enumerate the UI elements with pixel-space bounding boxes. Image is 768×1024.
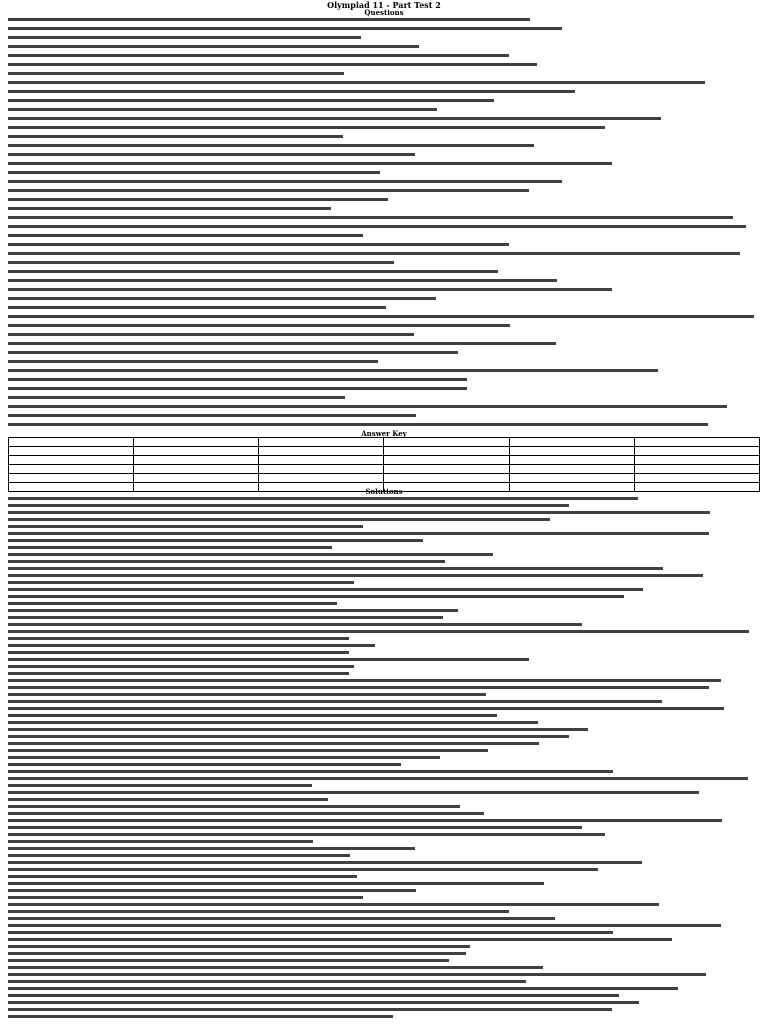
text-line — [8, 189, 529, 192]
text-line — [8, 658, 529, 661]
text-line — [8, 707, 724, 710]
text-line — [8, 644, 375, 647]
text-line — [8, 396, 345, 399]
text-line — [8, 117, 661, 120]
text-line — [8, 225, 746, 228]
text-line — [8, 805, 460, 808]
text-line — [8, 539, 423, 542]
text-line — [8, 81, 705, 84]
text-line — [8, 931, 613, 934]
text-line — [8, 207, 331, 210]
text-line — [8, 861, 642, 864]
text-line — [8, 261, 394, 264]
text-line — [8, 973, 706, 976]
answer-key-cell — [634, 474, 759, 483]
text-line — [8, 994, 619, 997]
solutions-block — [8, 497, 760, 1019]
text-line — [8, 959, 449, 962]
answer-key-cell — [384, 438, 509, 447]
text-line — [8, 980, 526, 983]
text-line — [8, 567, 663, 570]
text-line — [8, 749, 488, 752]
text-line — [8, 735, 569, 738]
text-line — [8, 288, 612, 291]
text-line — [8, 623, 582, 626]
text-line — [8, 854, 350, 857]
text-line — [8, 847, 415, 850]
answer-key-cell — [384, 447, 509, 456]
text-line — [8, 637, 349, 640]
text-line — [8, 414, 416, 417]
text-line — [8, 378, 467, 381]
text-line — [8, 966, 543, 969]
text-line — [8, 560, 445, 563]
text-line — [8, 700, 662, 703]
text-line — [8, 896, 363, 899]
answer-key-cell — [634, 447, 759, 456]
text-line — [8, 616, 443, 619]
answer-key-cell — [259, 438, 384, 447]
text-line — [8, 243, 509, 246]
text-line — [8, 360, 378, 363]
text-line — [8, 742, 539, 745]
text-line — [8, 504, 569, 507]
answer-key-heading: Answer Key — [361, 429, 407, 438]
text-line — [8, 333, 414, 336]
text-line — [8, 686, 709, 689]
answer-key-cell — [9, 447, 134, 456]
text-line — [8, 756, 440, 759]
text-line — [8, 216, 733, 219]
text-line — [8, 588, 643, 591]
text-line — [8, 1008, 612, 1011]
answer-key-cell — [634, 465, 759, 474]
text-line — [8, 595, 624, 598]
text-line — [8, 27, 562, 30]
text-line — [8, 18, 530, 21]
answer-key-table — [8, 437, 760, 492]
answer-key-cell — [134, 474, 259, 483]
text-line — [8, 369, 658, 372]
answer-key-cell — [509, 438, 634, 447]
text-line — [8, 162, 612, 165]
text-line — [8, 72, 344, 75]
text-line — [8, 518, 550, 521]
text-line — [8, 609, 458, 612]
text-line — [8, 135, 343, 138]
answer-key-cell — [509, 456, 634, 465]
text-line — [8, 602, 337, 605]
text-line — [8, 763, 401, 766]
text-line — [8, 54, 509, 57]
text-line — [8, 826, 582, 829]
text-line — [8, 270, 498, 273]
answer-key-cell — [634, 456, 759, 465]
text-line — [8, 497, 638, 500]
text-line — [8, 938, 672, 941]
text-line — [8, 525, 363, 528]
text-line — [8, 180, 562, 183]
text-line — [8, 297, 436, 300]
text-line — [8, 693, 486, 696]
answer-key-cell — [134, 438, 259, 447]
text-line — [8, 108, 437, 111]
text-line — [8, 252, 740, 255]
text-line — [8, 306, 386, 309]
text-line — [8, 387, 467, 390]
text-line — [8, 882, 544, 885]
answer-key-cell — [259, 465, 384, 474]
questions-heading: Questions — [364, 8, 404, 17]
text-line — [8, 546, 332, 549]
answer-key-cell — [134, 447, 259, 456]
text-line — [8, 198, 388, 201]
text-line — [8, 171, 380, 174]
text-line — [8, 987, 678, 990]
text-line — [8, 99, 494, 102]
text-line — [8, 532, 709, 535]
text-line — [8, 153, 415, 156]
text-line — [8, 1015, 393, 1018]
text-line — [8, 875, 357, 878]
text-line — [8, 924, 721, 927]
text-line — [8, 423, 708, 426]
text-line — [8, 812, 484, 815]
text-line — [8, 126, 605, 129]
text-line — [8, 36, 361, 39]
text-line — [8, 910, 509, 913]
answer-key-cell — [9, 456, 134, 465]
text-line — [8, 833, 605, 836]
text-line — [8, 90, 575, 93]
text-line — [8, 840, 313, 843]
answer-key-cell — [509, 474, 634, 483]
text-line — [8, 791, 699, 794]
text-line — [8, 672, 349, 675]
answer-key-cell — [384, 474, 509, 483]
text-line — [8, 574, 703, 577]
page-title: Olympiad 11 - Part Test 2 — [327, 0, 441, 10]
text-line — [8, 45, 419, 48]
text-line — [8, 665, 354, 668]
text-line — [8, 903, 659, 906]
answer-key-cell — [9, 474, 134, 483]
text-line — [8, 342, 556, 345]
text-line — [8, 721, 538, 724]
answer-key-cell — [509, 447, 634, 456]
text-line — [8, 511, 710, 514]
text-line — [8, 1001, 639, 1004]
solutions-heading: Solutions — [365, 487, 403, 496]
text-line — [8, 581, 354, 584]
text-line — [8, 952, 466, 955]
text-line — [8, 945, 470, 948]
text-line — [8, 917, 555, 920]
text-line — [8, 777, 748, 780]
text-line — [8, 784, 312, 787]
questions-block — [8, 18, 760, 426]
text-line — [8, 889, 416, 892]
text-line — [8, 728, 588, 731]
text-line — [8, 324, 510, 327]
answer-key-cell — [634, 438, 759, 447]
text-line — [8, 798, 328, 801]
text-line — [8, 630, 749, 633]
text-line — [8, 144, 534, 147]
text-line — [8, 279, 557, 282]
text-line — [8, 315, 754, 318]
answer-key-cell — [259, 474, 384, 483]
answer-key-cell — [134, 456, 259, 465]
answer-key-cell — [259, 447, 384, 456]
text-line — [8, 234, 363, 237]
answer-key-cell — [9, 438, 134, 447]
text-line — [8, 714, 497, 717]
text-line — [8, 351, 458, 354]
text-line — [8, 63, 537, 66]
text-line — [8, 819, 722, 822]
text-line — [8, 405, 727, 408]
text-line — [8, 553, 493, 556]
answer-key-cell — [509, 465, 634, 474]
answer-key-cell — [384, 456, 509, 465]
answer-key-cell — [259, 456, 384, 465]
text-line — [8, 679, 721, 682]
text-line — [8, 770, 613, 773]
text-line — [8, 868, 598, 871]
answer-key-cell — [9, 465, 134, 474]
answer-key-cell — [384, 465, 509, 474]
text-line — [8, 651, 349, 654]
answer-key-cell — [134, 465, 259, 474]
